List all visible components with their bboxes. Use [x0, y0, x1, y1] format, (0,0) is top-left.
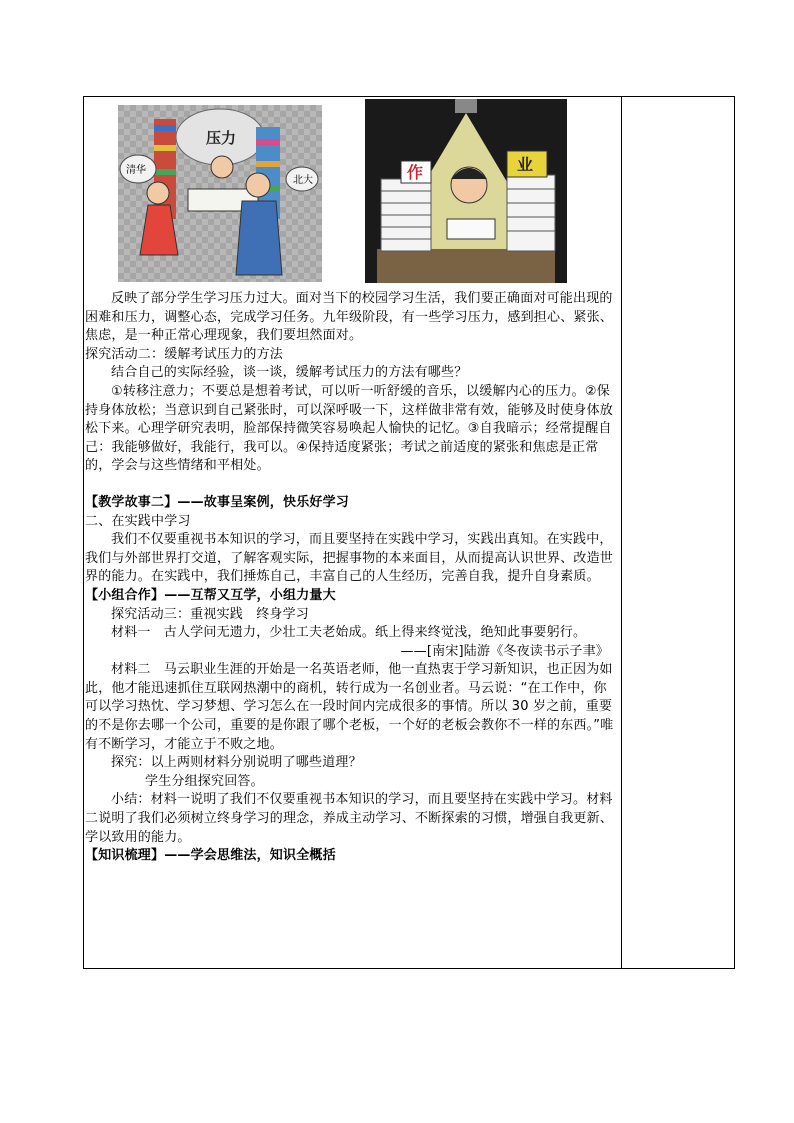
lesson-text: [85, 290, 619, 866]
summary-paragraph: 小结：材料一说明了我们不仅要重视书本知识的学习，而且要坚持在实践中学习。材料二说明了我们必须树立终身学习的理念，养成主动学习、不断探索的习惯，增强自我更新、学以致用的能力。: [85, 792, 614, 845]
material-one: 材料一 古人学问无遗力，少壮工夫老始成。纸上得来终觉浅，绝知此事要躬行。: [111, 625, 587, 641]
inquiry-instruction: 学生分组探究回答。: [145, 773, 264, 789]
qinghua-label: 清华: [126, 165, 146, 176]
illustration-row: [85, 97, 619, 290]
table-column-divider: [621, 96, 622, 969]
heading-teaching-story-two: 【教学故事二】——故事呈案例，快乐好学习: [85, 494, 350, 510]
pressure-cartoon-image: [118, 105, 322, 282]
material-one-source: ——[南宋]陆游《冬夜读书示子聿》: [400, 643, 609, 659]
ye-label: 业: [517, 155, 534, 174]
homework-cartoon-image: [365, 99, 567, 283]
section-learn-in-practice: 二、在实践中学习: [85, 513, 191, 529]
lesson-content-cell: [85, 97, 619, 866]
heading-knowledge-review: 【知识梳理】——学会思维法，知识全概括: [85, 848, 336, 864]
paragraph-relief-methods: ①转移注意力；不要总是想着考试，可以听一听舒缓的音乐，以缓解内心的压力。②保持身体放松；当意识到自己紧张时，可以深呼吸一下，这样做非常有效，能够及时使身体放松下来。心理学研究表明，脸部保持微笑容易唤起人愉快的记忆。③自我暗示；经常提醒自己：我能够做好，我能行，我可以。④保持适度紧张；考试之前适度的紧张和焦虑是正常的，学会与这些情绪和平相处。: [85, 383, 614, 474]
material-two: 材料二 马云职业生涯的开始是一名英语老师，他一直热衷于学习新知识，也正因为如此，他才能迅速抓住互联网热潮中的商机，转行成为一名创业者。马云说：“在工作中，你可以学习热忱、学习梦想、学习怎么在一段时间内完成很多的事情。所以 30 岁之前，重要的不是你去哪一个公司，重要的是你跟了哪个老板，一个好的老板会教你不一样的东西。”唯有不断学习，才能立于不败之地。: [85, 662, 614, 752]
pressure-label: 压力: [206, 129, 237, 147]
zuo-label: 作: [407, 163, 424, 182]
activity-two-question: 结合自己的实际经验，谈一谈，缓解考试压力的方法有哪些？: [111, 365, 468, 381]
paragraph-practice: 我们不仅要重视书本知识的学习，而且要坚持在实践中学习，实践出真知。在实践中，我们与外部世界打交道，了解客观实际，把握事物的本来面目，从而提高认识世界、改造世界的能力。在实践中，我们捶炼自己，丰富自己的人生经历，完善自我，提升自身素质。: [85, 532, 614, 585]
activity-three-title: 探究活动三：重视实践 终身学习: [111, 606, 310, 622]
paragraph-pressure-summary: 反映了部分学生学习压力过大。面对当下的校园学习生活，我们要正确面对可能出现的困难和压力，调整心态，完成学习任务。九年级阶段，有一些学习压力，感到担心、紧张、焦虑，是一种正常心理现象，我们要坦然面对。: [85, 291, 614, 344]
heading-group-cooperation: 【小组合作】——互帮又互学，小组力量大: [85, 587, 336, 603]
activity-two-title: 探究活动二：缓解考试压力的方法: [85, 346, 284, 362]
beida-label: 北大: [293, 175, 313, 186]
inquiry-question: 探究：以上两则材料分别说明了哪些道理？: [111, 755, 362, 771]
